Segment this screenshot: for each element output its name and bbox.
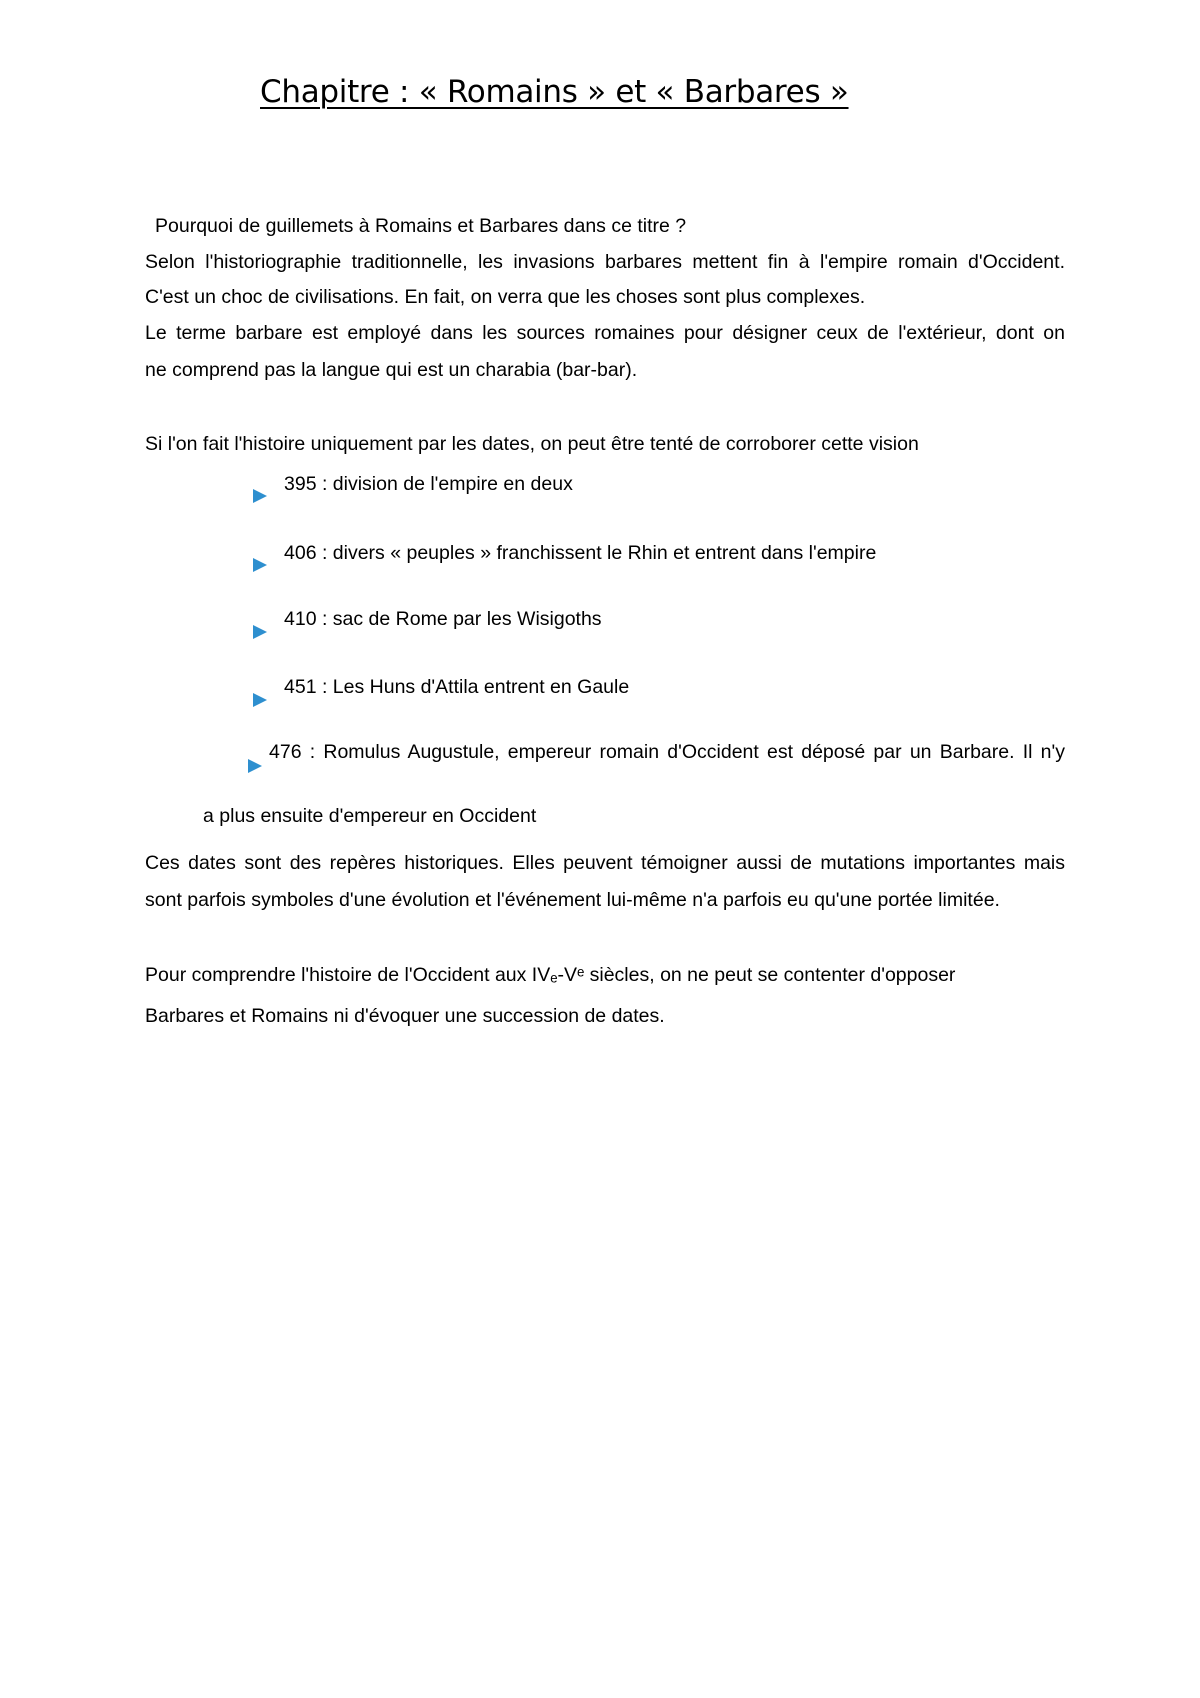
- triangle-right-icon: [252, 692, 268, 708]
- para2-line-2: sont parfois symboles d'une évolution et l'événement lui-même n'a parfois eu qu'une portée limitée.: [145, 889, 1000, 911]
- para1-line-3: Le terme barbare est employé dans les sources romaines pour désigner ceux de l'extérieur, dont on: [145, 322, 1065, 344]
- dates-continuation: a plus ensuite d'empereur en Occident: [203, 805, 537, 827]
- triangle-right-icon: [252, 488, 268, 504]
- date-item-text: 410 : sac de Rome par les Wisigoths: [284, 608, 602, 630]
- para1-line-1: Selon l'historiographie traditionnelle, les invasions barbares mettent fin à l'empire romain d'Occident.: [145, 251, 1065, 273]
- date-item-text: 406 : divers « peuples » franchissent le Rhin et entrent dans l'empire: [284, 542, 877, 564]
- triangle-right-icon: [247, 758, 263, 774]
- para3-line-2: Barbares et Romains ni d'évoquer une succession de dates.: [145, 1005, 665, 1027]
- date-item-text: 476 : Romulus Augustule, empereur romain d'Occident est déposé par un Barbare. Il n'y: [269, 741, 1065, 763]
- page-title: Chapitre : « Romains » et « Barbares »: [260, 74, 849, 110]
- para2-line-1: Ces dates sont des repères historiques. Elles peuvent témoigner aussi de mutations importantes mais: [145, 852, 1065, 874]
- para1-line-4: ne comprend pas la langue qui est un charabia (bar-bar).: [145, 359, 638, 381]
- dates-intro: Si l'on fait l'histoire uniquement par les dates, on peut être tenté de corroborer cette vision: [145, 433, 919, 455]
- triangle-right-icon: [252, 624, 268, 640]
- para1-line-2: C'est un choc de civilisations. En fait, on verra que les choses sont plus complexes.: [145, 286, 866, 308]
- para3-line-1: Pour comprendre l'histoire de l'Occident aux IVₑ-Vᵉ siècles, on ne peut se contenter d'opposer: [145, 964, 956, 986]
- intro-question: Pourquoi de guillemets à Romains et Barbares dans ce titre ?: [155, 215, 687, 237]
- date-item-text: 395 : division de l'empire en deux: [284, 473, 573, 495]
- date-item-text: 451 : Les Huns d'Attila entrent en Gaule: [284, 676, 630, 698]
- triangle-right-icon: [252, 557, 268, 573]
